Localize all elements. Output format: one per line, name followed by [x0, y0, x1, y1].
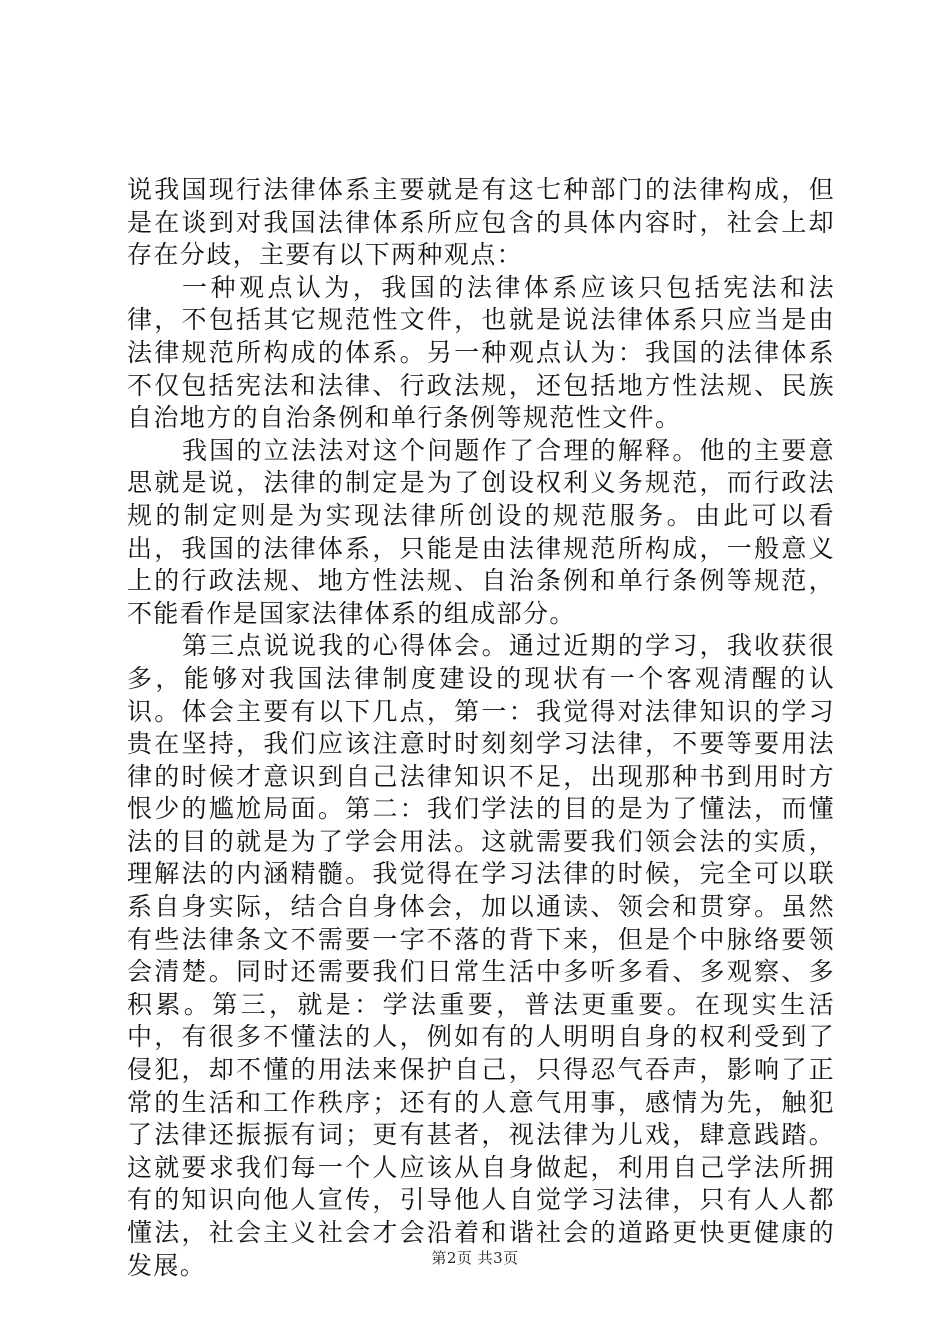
paragraph-legislation-law: 我国的立法法对这个问题作了合理的解释。他的主要意思就是说，法律的制定是为了创设权利义务规范，而行政法规的制定则是为实现法律所创设的规范服务。由此可以看出，我国的法律体系，只能是由法律规范所构成，一般意义上的行政法规、地方性法规、自治条例和单行条例等规范，不能看作是国家法律体系的组成部分。: [127, 435, 835, 628]
paragraph-continuation: 说我国现行法律体系主要就是有这七种部门的法律构成，但是在谈到对我国法律体系所应包含的具体内容时，社会上却存在分歧，主要有以下两种观点：: [127, 175, 835, 270]
paragraph-personal-experience: 第三点说说我的心得体会。通过近期的学习，我收获很多，能够对我国法律制度建设的现状有一个客观清醒的认识。体会主要有以下几点，第一：我觉得对法律知识的学习贵在坚持，我们应该注意时时刻刻学习法律，不要等要用法律的时候才意识到自己法律知识不足，出现那种书到用时方恨少的尴尬局面。第二：我们学法的目的是为了懂法，而懂法的目的就是为了学会用法。这就需要我们领会法的实质，理解法的内涵精髓。我觉得在学习法律的时候，完全可以联系自身实际，结合自身体会，加以通读、领会和贯穿。虽然有些法律条文不需要一字不落的背下来，但是个中脉络要领会清楚。同时还需要我们日常生活中多听多看、多观察、多积累。第三，就是：学法重要，普法更重要。在现实生活中，有很多不懂法的人，例如有的人明明自身的权利受到了侵犯，却不懂的用法来保护自己，只得忍气吞声，影响了正常的生活和工作秩序；还有的人意气用事，感情为先，触犯了法律还振振有词；更有甚者，视法律为儿戏，肆意践踏。这就要求我们每一个人应该从自身做起，利用自己学法所拥有的知识向他人宣传，引导他人自觉学习法律，只有人人都懂法，社会主义社会才会沿着和谐社会的道路更快更健康的发展。: [127, 631, 835, 1280]
document-body: [127, 174, 835, 1282]
paragraph-two-viewpoints: 一种观点认为，我国的法律体系应该只包括宪法和法律，不包括其它规范性文件，也就是说法律体系只应当是由法律规范所构成的体系。另一种观点认为：我国的法律体系不仅包括宪法和法律、行政法规，还包括地方性法规、民族自治地方的自治条例和单行条例等规范性文件。: [127, 272, 835, 433]
page-number-footer: 第2页 共3页: [431, 1249, 519, 1267]
